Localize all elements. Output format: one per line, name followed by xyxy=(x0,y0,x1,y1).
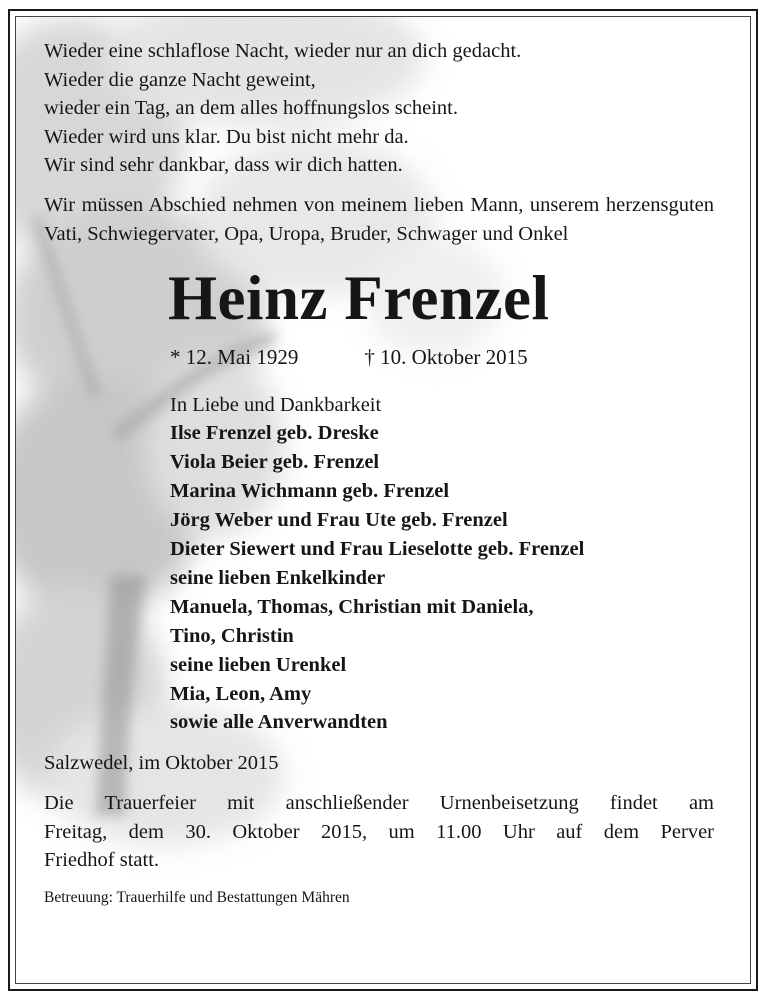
obituary-frame xyxy=(15,16,751,984)
mourner-line: Mia, Leon, Amy xyxy=(170,682,312,705)
deceased-name: Heinz Frenzel xyxy=(168,262,550,333)
mourner-line: Dieter Siewert und Frau Lieselotte geb. Frenzel xyxy=(170,538,585,561)
mourner-line: seine lieben Urenkel xyxy=(170,653,347,676)
mourner-line: Jörg Weber und Frau Ute geb. Frenzel xyxy=(170,509,508,532)
mourner-line: Ilse Frenzel geb. Dreske xyxy=(170,422,379,445)
obituary-content xyxy=(44,37,714,909)
poem xyxy=(44,37,714,180)
funeral-line: Die Trauerfeier mit anschließender Urnenbeisetzung findet am xyxy=(44,792,714,815)
mourner-line: seine lieben Enkelkinder xyxy=(170,566,386,589)
death-date: † 10. Oktober 2015 xyxy=(364,344,528,369)
farewell-intro: Wir müssen Abschied nehmen von meinem lieben Mann, unserem herzensguten Vati, Schwiegervater, Opa, Uropa, Bruder, Schwager und Onkel xyxy=(44,193,714,245)
poem-line: Wieder eine schlaflose Nacht, wieder nur an dich gedacht. xyxy=(44,40,522,62)
poem-line: wieder ein Tag, an dem alles hoffnungslos scheint. xyxy=(44,97,458,119)
place-and-date: Salzwedel, im Oktober 2015 xyxy=(44,752,279,775)
poem-line: Wir sind sehr dankbar, dass wir dich hatten. xyxy=(44,154,403,176)
mourners-list xyxy=(170,391,714,738)
life-dates xyxy=(170,343,714,371)
birth-date: * 12. Mai 1929 xyxy=(170,344,299,369)
mourner-line: Manuela, Thomas, Christian mit Daniela, xyxy=(170,595,534,618)
mourner-line: Marina Wichmann geb. Frenzel xyxy=(170,480,450,503)
funeral-line: Friedhof statt. xyxy=(44,849,160,872)
funeral-notice xyxy=(44,789,714,875)
funeral-home-credit: Betreuung: Trauerhilfe und Bestattungen Mähren xyxy=(44,888,350,906)
mourner-line: Viola Beier geb. Frenzel xyxy=(170,451,380,474)
mourner-line: In Liebe und Dankbarkeit xyxy=(170,393,382,416)
poem-line: Wieder wird uns klar. Du bist nicht mehr da. xyxy=(44,125,409,148)
funeral-line: Freitag, dem 30. Oktober 2015, um 11.00 Uhr auf dem Perver xyxy=(44,820,714,843)
mourner-line: Tino, Christin xyxy=(170,624,294,647)
poem-line: Wieder die ganze Nacht geweint, xyxy=(44,68,316,91)
mourner-line: sowie alle Anverwandten xyxy=(170,711,388,734)
